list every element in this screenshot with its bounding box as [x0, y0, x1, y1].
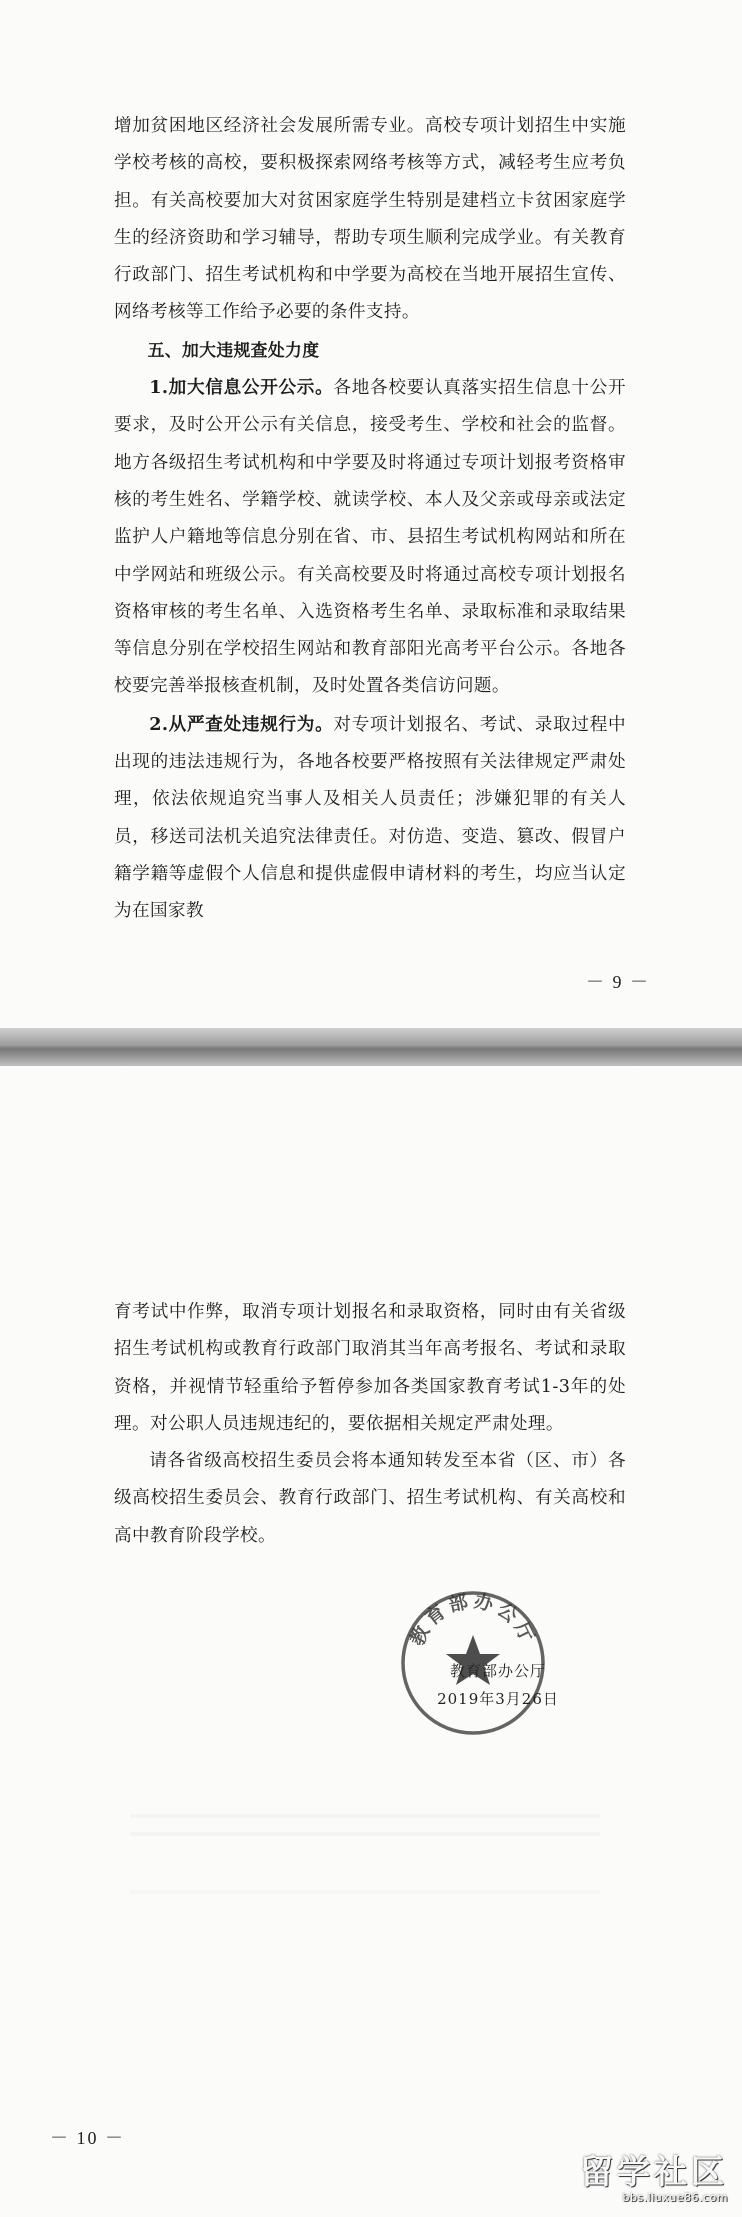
page-10-body: [114, 1294, 626, 1555]
item-2-text: 对专项计划报名、考试、录取过程中出现的违法违规行为，各地各校要严格按照有关法律规定严肃处理，依法依规追究当事人及相关人员责任；涉嫌犯罪的有关人员，移送司法机关追究法律责任。对仿造、变造、篡改、假冒户籍学籍等虚假个人信息和提供虚假申请材料的考生，均应当认定为在国家教: [114, 714, 626, 922]
page-separator: [0, 1028, 742, 1066]
page-number: － 10 －: [50, 2128, 125, 2148]
page-9-body: [114, 108, 626, 931]
item-1-lead: 1.加大信息公开公示。: [149, 377, 334, 399]
signer-name: 教育部办公厅: [449, 1662, 546, 1680]
continued-paragraph: 增加贫困地区经济社会发展所需专业。高校专项计划招生中实施学校考核的高校，要积极探索网络考核等方式，减轻考生应考负担。有关高校要加大对贫困家庭学生特别是建档立卡贫困家庭学生的经济资助和学习辅导，帮助专项生顺利完成学业。有关教育行政部门、招生考试机构和中学要为高校在当地开展招生宣传、网络考核等工作给予必要的条件支持。: [114, 116, 626, 323]
page-number: － 9 －: [586, 972, 650, 992]
item-2-paragraph: [114, 706, 626, 931]
seal-text: 教育部办公厅: [406, 1590, 540, 1650]
site-watermark: [538, 2153, 728, 2211]
item-1-text: 各地各校要认真落实招生信息十公开要求，及时公开公示有关信息，接受考生、学校和社会的监督。地方各级招生考试机构和中学要及时将通过专项计划报考资格审核的考生姓名、学籍学校、就读学校、本人及父亲或母亲或法定监护人户籍地等信息分别在省、市、县招生考试机构网站和所在中学网站和班级公示。有关高校要及时将通过高校专项计划报名资格审核的考生名单、入选资格考生名单、录取标准和录取结果等信息分别在学校招生网站和教育部阳光高考平台公示。各地各校要完善举报核查机制，及时处置各类信访问题。: [114, 378, 626, 697]
watermark-title: 留学社区: [580, 2152, 728, 2191]
faint-bleed-line: [130, 1814, 600, 1818]
faint-bleed-line: [130, 1832, 600, 1836]
document-page-9: [0, 0, 742, 1028]
faint-bleed-line: [130, 1890, 600, 1894]
item-2-lead: 2.从严查处违规行为。: [149, 713, 334, 735]
document-page-10: [0, 1066, 742, 2217]
signing-date: 2019年3月26日: [437, 1690, 559, 1708]
closing-paragraph: 请各省级高校招生委员会将本通知转发至本省（区、市）各级高校招生委员会、教育行政部门、招生考试机构、有关高校和高中教育阶段学校。: [114, 1451, 626, 1546]
continued-paragraph: 育考试中作弊，取消专项计划报名和录取资格，同时由有关省级招生考试机构或教育行政部门取消其当年高考报名、考试和录取资格，并视情节轻重给予暂停参加各类国家教育考试1-3年的处理。对公职人员违规违纪的，要依据相关规定严肃处理。: [114, 1302, 626, 1434]
section-heading: 五、加大违规查处力度: [147, 339, 320, 360]
watermark-url: bbs.liuxue86.com: [622, 2191, 728, 2204]
item-1-paragraph: [114, 369, 626, 706]
